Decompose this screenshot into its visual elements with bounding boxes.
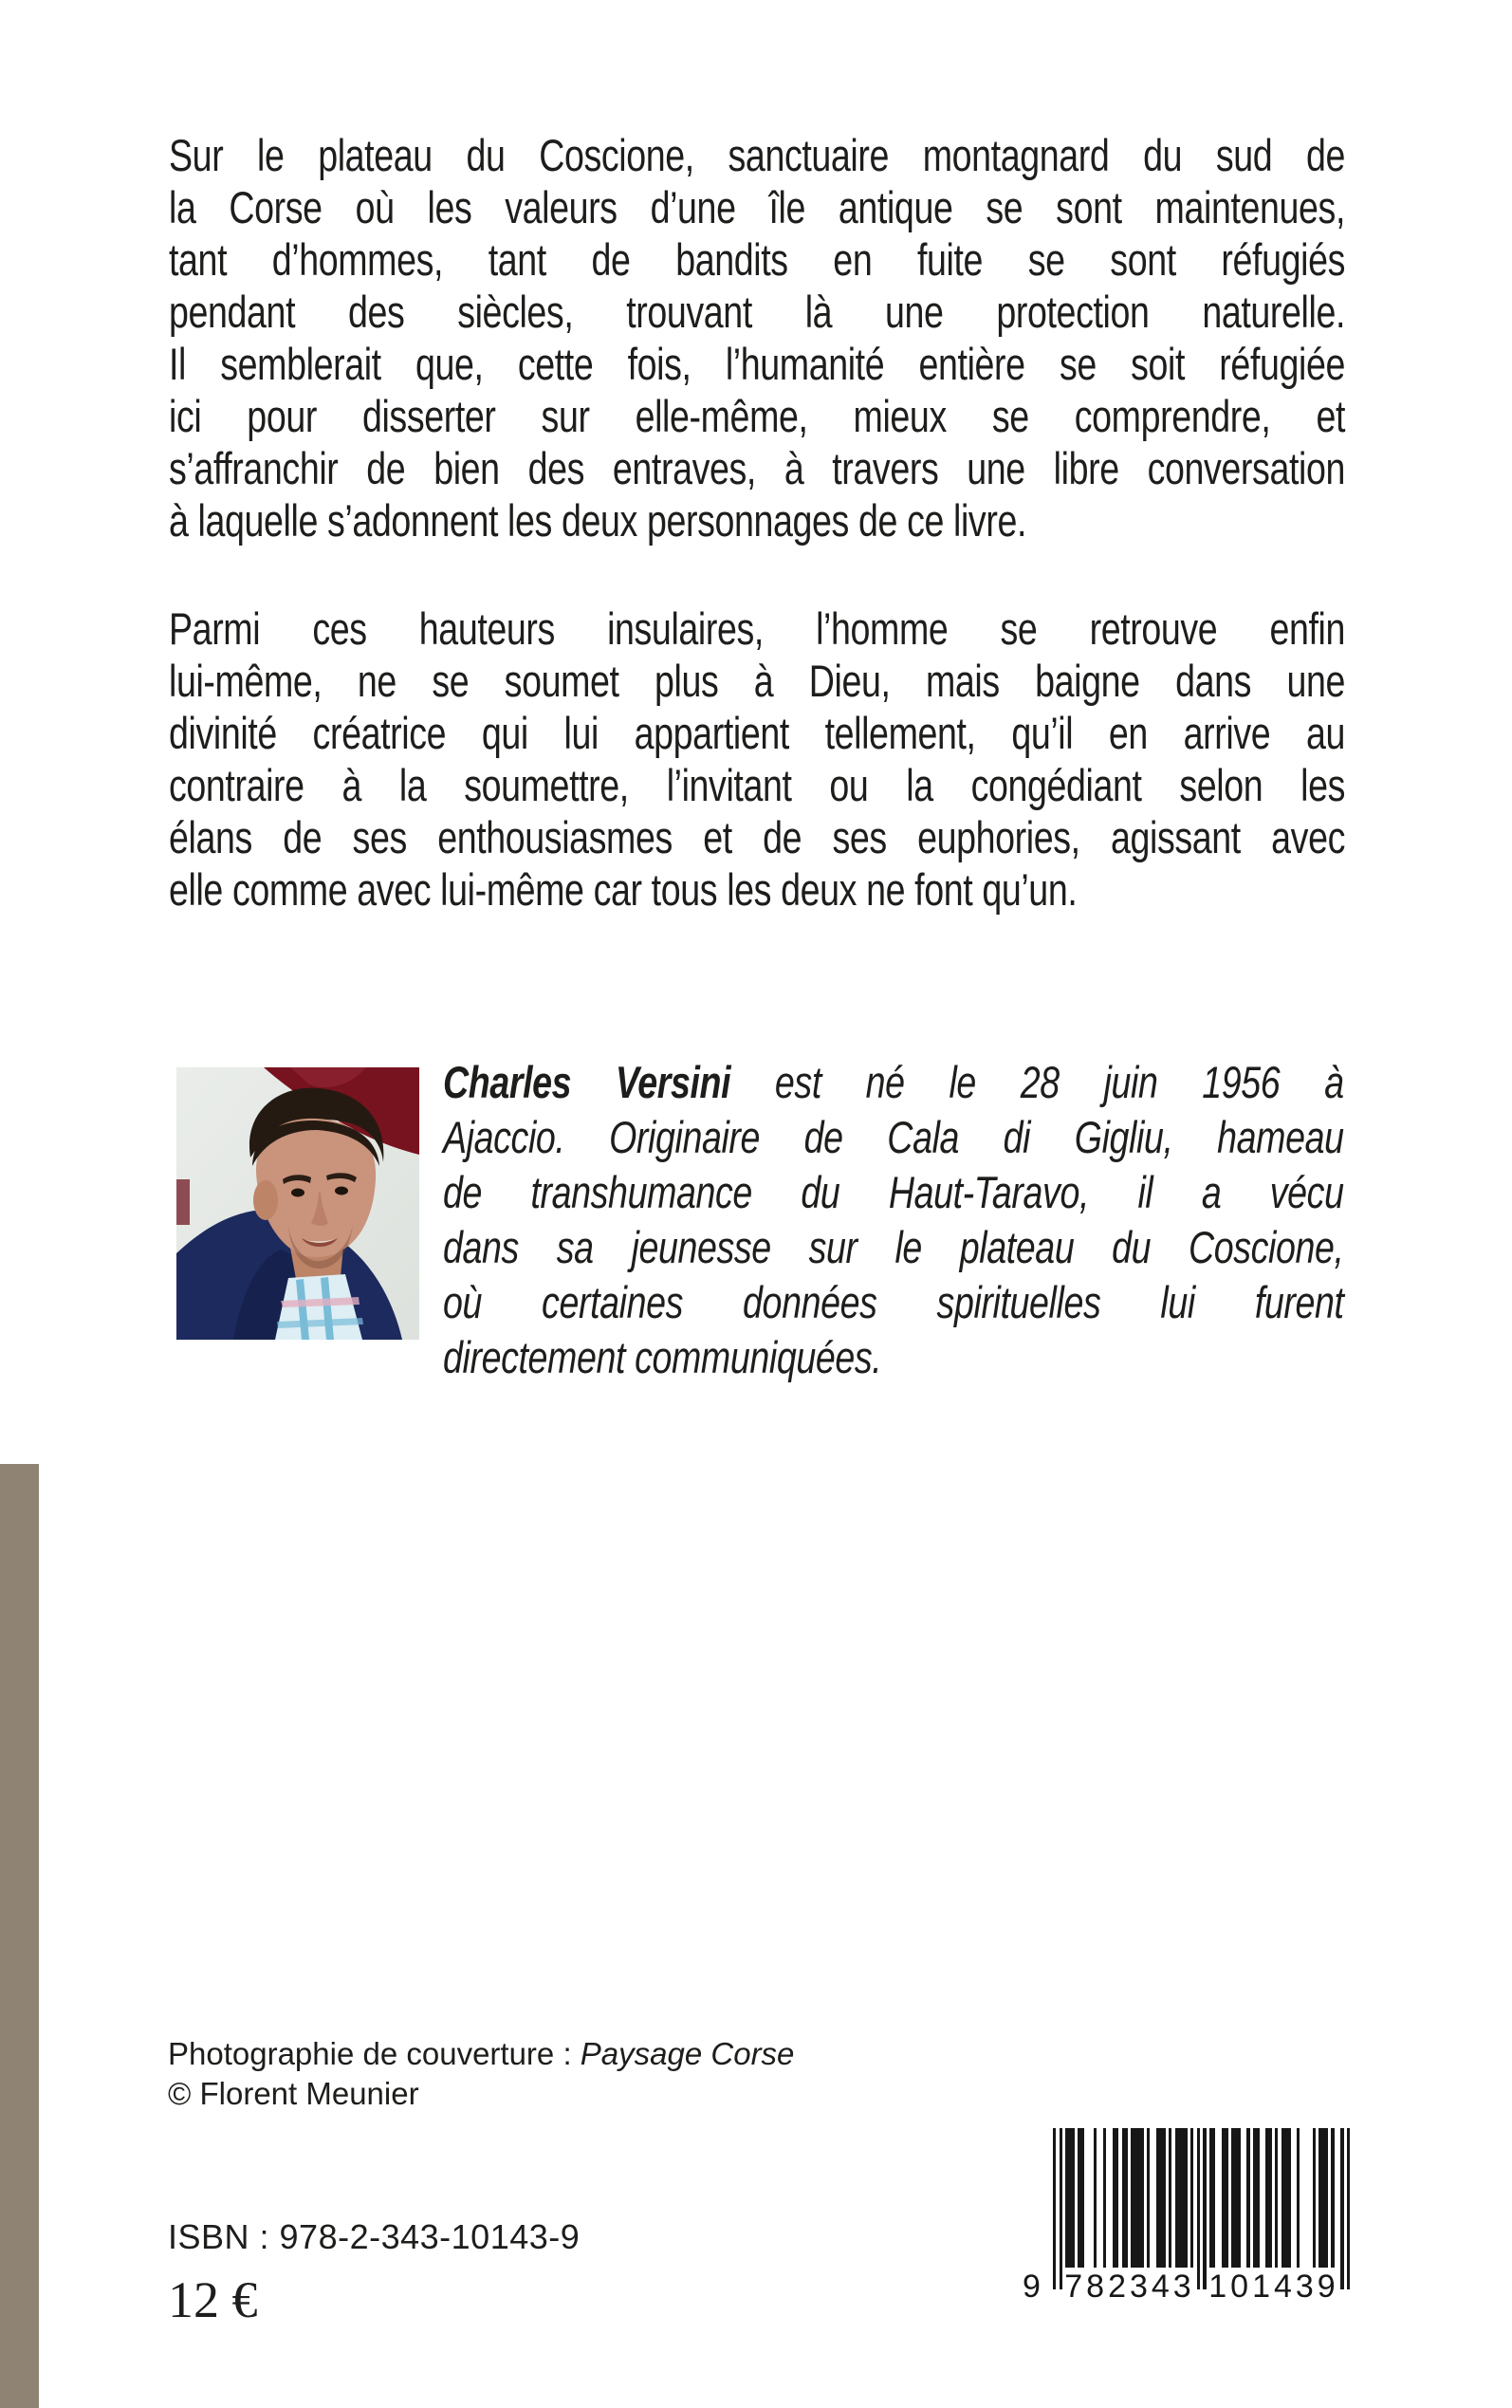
barcode-right-digits: 101439 (1208, 2269, 1339, 2305)
bio-line-text: est né le 28 juin 1956 à (730, 1057, 1344, 1107)
author-bio (443, 1055, 1344, 1385)
barcode-module (1347, 2128, 1350, 2289)
author-name: Charles Versini (443, 1057, 731, 1107)
spine-stripe (0, 1464, 39, 2408)
credit-title: Paysage Corse (580, 2036, 795, 2071)
author-photo (176, 1067, 419, 1340)
synopsis-paragraph-1 (169, 129, 1345, 546)
synopsis-line: la Corse où les valeurs d’une île antique se sont maintenues, (169, 182, 1345, 232)
synopsis-line: contraire à la soumettre, l’invitant ou la congédiant selon les (169, 760, 1345, 810)
synopsis-line: tant d’hommes, tant de bandits en fuite se sont réfugiés (169, 234, 1345, 285)
cover-photo-credit (168, 2034, 794, 2114)
synopsis-line: lui-même, ne se soumet plus à Dieu, mais baigne dans une (169, 656, 1345, 706)
synopsis-line: ici pour disserter sur elle-même, mieux se comprendre, et (169, 391, 1345, 441)
barcode-left-digits: 782343 (1064, 2269, 1195, 2305)
price: 12 € (168, 2271, 258, 2328)
synopsis-line: à laquelle s’adonnent les deux personnages de ce livre. (169, 495, 1027, 546)
synopsis-line: Sur le plateau du Coscione, sanctuaire montagnard du sud de (169, 130, 1345, 180)
synopsis-line: Parmi ces hauteurs insulaires, l’homme se retrouve enfin (169, 603, 1345, 654)
synopsis-line: pendant des siècles, trouvant là une protection naturelle. (169, 287, 1345, 337)
bio-line: Ajaccio. Originaire de Cala di Gigliu, hameau (443, 1112, 1344, 1162)
barcode-lead-digit: 9 (1023, 2269, 1041, 2305)
bio-line: dans sa jeunesse sur le plateau du Coscione, (443, 1222, 1344, 1272)
bio-line: directement communiquées. (443, 1332, 882, 1382)
isbn-line: ISBN : 978-2-343-10143-9 (168, 2217, 581, 2256)
barcode-bars (1053, 2128, 1350, 2289)
synopsis-line: élans de ses enthousiasmes et de ses euphories, agissant avec (169, 812, 1345, 862)
bio-line (443, 1055, 1344, 1110)
credit-line (168, 2034, 794, 2074)
credit-label: Photographie de couverture : (168, 2036, 581, 2071)
synopsis-line: elle comme avec lui-même car tous les deux ne font qu’un. (169, 864, 1078, 915)
synopsis-line: divinité créatrice qui lui appartient tellement, qu’il en arrive au (169, 708, 1345, 758)
bio-line: de transhumance du Haut-Taravo, il a vécu (443, 1167, 1344, 1217)
copyright-line: © Florent Meunier (168, 2076, 419, 2111)
synopsis-line: Il semblerait que, cette fois, l’humanité entière se soit réfugiée (169, 339, 1345, 389)
synopsis-line: s’affranchir de bien des entraves, à travers une libre conversation (169, 443, 1345, 493)
bio-line: où certaines données spirituelles lui furent (443, 1277, 1344, 1327)
synopsis-paragraph-2 (169, 602, 1345, 916)
